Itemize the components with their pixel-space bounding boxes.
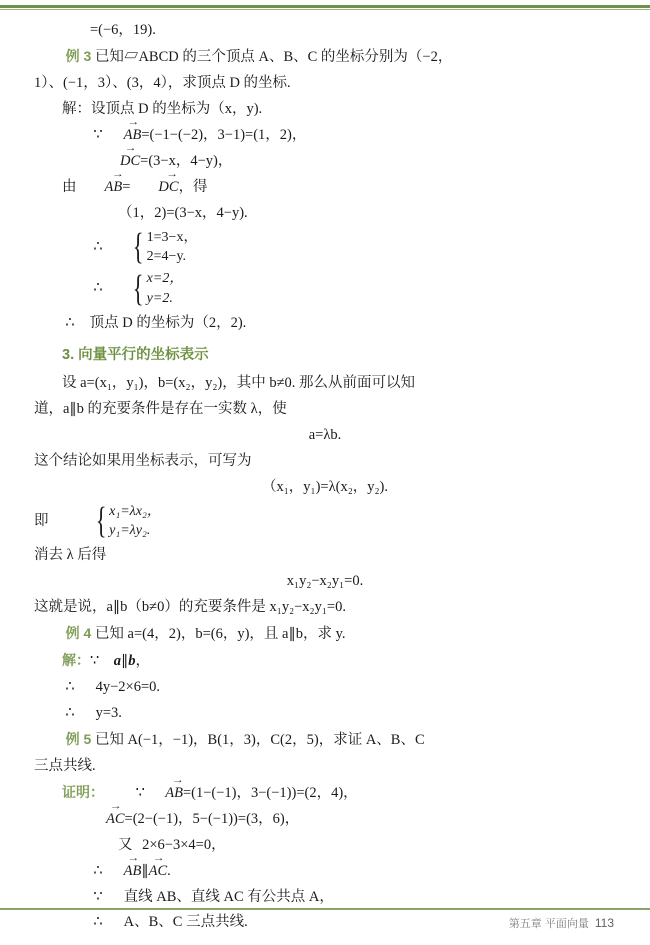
example-4-label: 例 4 — [65, 625, 92, 642]
because-icon-3: ∵ — [93, 888, 103, 905]
system-1-row-1: 1=3−x， — [146, 229, 198, 245]
equation-system-3 — [94, 502, 161, 542]
page-footer — [0, 915, 650, 931]
because-icon-2: ∵ — [135, 784, 145, 801]
proof-line-2 — [34, 807, 616, 832]
you-line: 由 AB →= DC →，得 — [34, 175, 616, 200]
paragraph-5: 这就是说，a∥b（b≠0）的充要条件是 x₁y₂−x₂y₁=0. — [34, 599, 346, 616]
example-4-eq-2: y=3. — [95, 704, 122, 721]
formula-2: （x₁，y₁)=λ(x₂，y₂). — [261, 478, 389, 495]
formula-1: a=λb. — [308, 426, 342, 443]
dc-equation: =(3−x，4−y)， — [140, 152, 233, 169]
system-1-line — [34, 228, 616, 268]
example-5-label: 例 5 — [65, 730, 92, 747]
brace-icon: { — [133, 267, 144, 310]
paragraph-1: 设 a=(x₁，y₁)，b=(x₂，y₂)，其中 b≠0. 那么从前面可以知 — [62, 374, 416, 391]
example-3-text-a: 已知 — [94, 48, 124, 65]
system-3-line — [34, 502, 616, 542]
equation-system-2 — [131, 269, 183, 309]
because-icon: ∵ — [93, 126, 103, 143]
brace-icon: { — [95, 500, 107, 542]
vector-AB-4: AB → — [124, 859, 142, 884]
proof-eq-3: 2×6−3×4=0， — [142, 836, 226, 853]
example-4-eq-1: 4y−2×6=0. — [95, 679, 161, 695]
system-3-row-1: x₁=λx₂， — [109, 503, 161, 519]
example-3-paragraph — [34, 44, 616, 70]
therefore-icon-6: ∴ — [93, 862, 103, 879]
therefore-icon-3: ∴ — [65, 315, 75, 331]
formula-3: x₁y₂−x₂y₁=0. — [286, 573, 364, 590]
you-label: 由 — [62, 178, 77, 195]
therefore-icon-4: ∴ — [65, 679, 75, 695]
top-rule — [0, 5, 650, 8]
vector-DC-2: DC → — [130, 175, 178, 200]
vector-AC: AC → — [106, 807, 125, 832]
example-4-line-1 — [34, 675, 616, 700]
proof-eq-2: =(2−(−1)，5−(−1))=(3，6)， — [124, 810, 300, 827]
equation-system-1 — [131, 228, 197, 268]
paragraph-2-b: a∥b 的充要条件是存在一实数 λ，使 — [63, 400, 287, 417]
example-4-paragraph — [34, 621, 616, 647]
example-3-label: 例 3 — [65, 47, 92, 64]
therefore-icon-7: ∴ — [93, 914, 103, 931]
example-5-text-a: 已知 A(−1，−1)，B(1，3)，C(2，5)，求证 A、B、C — [94, 731, 425, 748]
proof-line-4-end: . — [167, 862, 171, 879]
parallel-sign: ∥ — [141, 862, 149, 879]
section-3-heading: 3. 向量平行的坐标表示 — [62, 346, 209, 363]
proof-lead-you: 又 — [118, 836, 133, 853]
you-tail: ，得 — [178, 178, 208, 195]
example-3-text-b: ABCD 的三个顶点 A、B、C 的坐标分别为（−2， — [138, 48, 453, 65]
parallelogram-icon: ▱ — [123, 48, 139, 65]
top-rule-thin — [0, 9, 650, 10]
footer-chapter: 第五章 平面向量 — [508, 918, 589, 930]
conclusion-text: 顶点 D 的坐标为（2，2). — [89, 315, 247, 331]
ji-label: 即 — [34, 512, 49, 529]
therefore-icon-5: ∴ — [65, 704, 75, 721]
proof-line-4 — [34, 859, 616, 884]
brace-icon: { — [133, 226, 144, 268]
line-result-prev: =(−6，19). — [90, 22, 156, 38]
vector-AC-2: AC → — [149, 859, 168, 884]
vector-AB-2: AB → — [77, 175, 123, 200]
therefore-icon-1: ∴ — [93, 238, 103, 255]
system-2-row-1: x=2， — [146, 271, 184, 287]
page-number: 113 — [594, 916, 614, 930]
proof-line-5 — [34, 885, 616, 910]
example-4-sol-visible: ∵ a∥b， — [90, 653, 150, 670]
example-4-text: 已知 a=(4，2)，b=(6，y)，且 a∥b，求 y. — [94, 626, 346, 643]
vector-AB: AB → — [124, 123, 142, 148]
solution-label: 解： — [62, 100, 91, 117]
solution-label-green: 解： — [62, 652, 90, 669]
system-2-row-2: y=2. — [146, 291, 173, 307]
example-4-solution — [34, 648, 616, 674]
system-3-row-2: y₁=λy₂. — [109, 523, 151, 539]
conclusion-line — [34, 311, 616, 336]
vector-AB-3: AB → — [137, 781, 183, 806]
vector-DC: DC → — [120, 149, 140, 174]
paragraph-3: 这个结论如果用坐标表示，可写为 — [34, 452, 252, 469]
example-3-text-c: 1）、(−1，3）、(3，4），求顶点 D 的坐标. — [34, 74, 291, 91]
page-content — [0, 18, 650, 936]
system-1-row-2: 2=4−y. — [146, 249, 187, 265]
system-2-line — [34, 269, 616, 309]
proof-text-5: 直线 AB、直线 AC 有公共点 A， — [123, 888, 334, 905]
equation-line: （1，2)=(3−x，4−y). — [118, 204, 248, 221]
therefore-icon-2: ∴ — [93, 280, 103, 297]
example-4-line-2 — [34, 701, 616, 726]
solution-text: 设顶点 D 的坐标为（x，y). — [91, 100, 263, 117]
paragraph-4: 消去 λ 后得 — [34, 547, 107, 564]
proof-eq-1: =(1−(−1)，3−(−1))=(2，4)， — [182, 784, 358, 801]
paragraph-2-a: 道， — [34, 400, 63, 417]
proof-label: 证明： — [62, 783, 104, 800]
ab-equation: =(−1−(−2)，3−1)=(1，2)， — [141, 126, 307, 143]
example-5-text-b: 三点共线. — [34, 757, 96, 774]
example-5-paragraph — [34, 727, 616, 753]
proof-text-6: A、B、C 三点共线. — [123, 914, 248, 931]
paragraph-2 — [34, 397, 616, 422]
